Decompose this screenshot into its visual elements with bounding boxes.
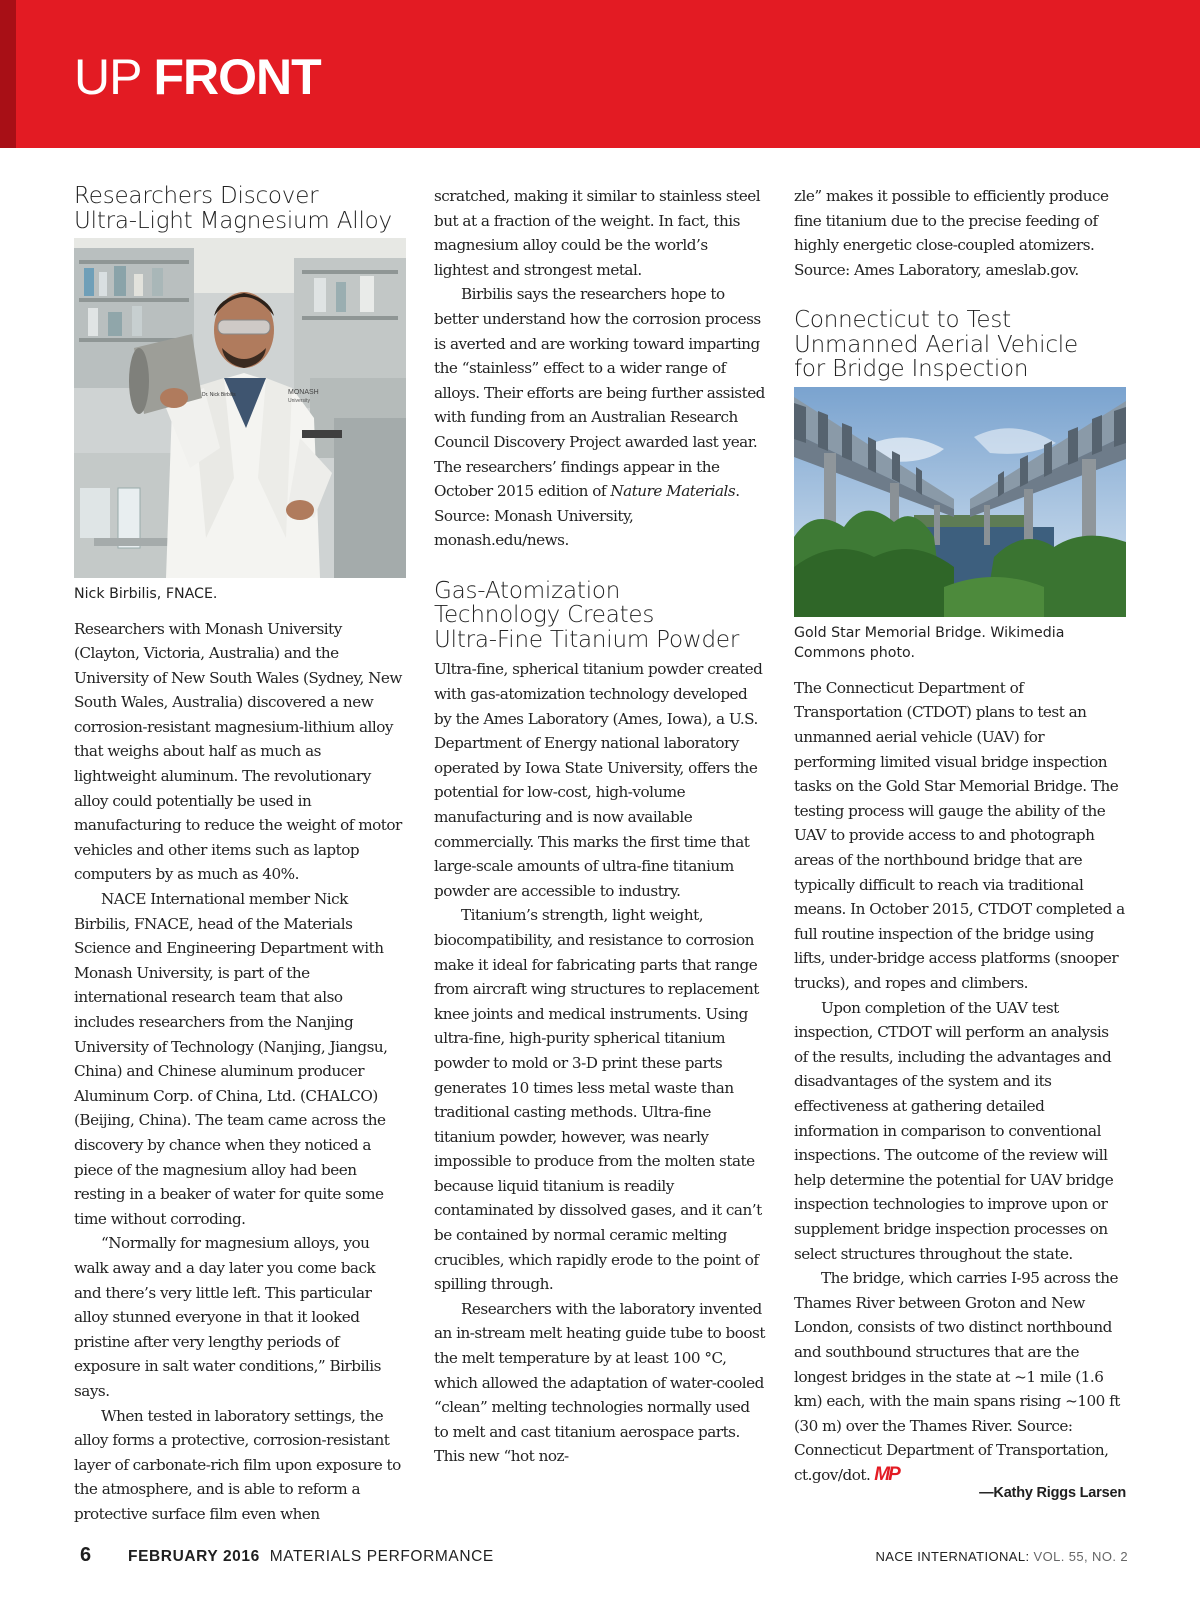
article-1-continued xyxy=(434,184,766,553)
article-paragraph: NACE International member Nick Birbilis, FNACE, head of the Materials Science and Engineering Department with Monash University, is part of the international research team that also includes researchers from the Nanjing University of Technology (Nanjing, Jiangsu, China) and Chinese aluminum producer Aluminum Corp. of China, Ltd. (CHALCO) (Beijing, China). The team came across the discovery by chance when they noticed a piece of the magnesium alloy had been resting in a beaker of water for quite some time without corroding. xyxy=(74,890,388,1228)
headline-line: Connecticut to Test xyxy=(794,307,1011,334)
issue-date: FEBRUARY 2016 xyxy=(128,1548,260,1565)
article-paragraph: “Normally for magnesium alloys, you walk away and a day later you come back and there’s very little left. This particular alloy stunned everyone in that it looked pristine after very lengthy periods of exposure in salt water conditions,” Birbilis says. xyxy=(74,1234,381,1400)
article-paragraph xyxy=(794,1266,1126,1487)
bridge-photo-caption: Gold Star Memorial Bridge. Wikimedia Commons photo. xyxy=(794,624,1065,662)
bridge-photo-illustration xyxy=(794,387,1126,617)
headline-line: Gas-Atomization xyxy=(434,577,621,604)
column-1 xyxy=(74,184,404,1526)
paragraph-text: Birbilis says the researchers hope to better understand how the corrosion process is averted and are working toward imparting the “stainless” effect to a wider range of alloys. Their efforts are being further assisted with funding from an Australian Research Council Discovery Project awarded last year. The researchers’ findings appear in the October 2015 edition of xyxy=(434,285,765,501)
article-paragraph: The Connecticut Department of Transportation (CTDOT) plans to test an unmanned aerial vehicle (UAV) for performing limited visual bridge inspection tasks on the Gold Star Memorial Bridge. The testing process will gauge the ability of the UAV to provide access to and photograph areas of the northbound bridge that are typically difficult to reach via traditional means. In October 2015, CTDOT completed a full routine inspection of the bridge using lifts, under-bridge access platforms (snooper trucks), and ropes and climbers. xyxy=(794,678,1125,992)
article-paragraph: When tested in laboratory settings, the alloy forms a protective, corrosion-resistant layer of carbonate-rich film upon exposure to the atmosphere, and is able to reform a protective surface film even when xyxy=(74,1406,401,1523)
article-paragraph: scratched, making it similar to stainless steel but at a fraction of the weight. In fact, this magnesium alloy could be the world’s lightest and strongest metal. xyxy=(434,187,761,279)
article-paragraph: zle” makes it possible to efficiently produce fine titanium due to the precise feeding of highly energetic close-coupled atomizers. Source: Ames Laboratory, ameslab.gov. xyxy=(794,187,1109,279)
article-1-body xyxy=(74,617,404,1527)
article-paragraph xyxy=(434,282,766,553)
headline-line: Unmanned Aerial Vehicle xyxy=(794,331,1078,358)
article-2-continued xyxy=(794,184,1126,282)
article-paragraph: Upon completion of the UAV test inspection, CTDOT will perform an analysis of the results, including the advantages and disadvantages of the system and its effectiveness at gathering detailed information in comparison to conventional inspections. The outcome of the review will help determine the potential for UAV bridge inspection technologies to improve upon or supplement bridge inspection processes on select structures throughout the state. xyxy=(794,998,1114,1263)
journal-title: Nature Materials xyxy=(610,482,736,501)
article-1-headline xyxy=(74,184,404,233)
paragraph-text: The bridge, which carries I-95 across the Thames River between Groton and New London, consists of two distinct northbound and southbound structures that are the longest bridges in the state at ~1 mile (1.6 km) each, with the main spans rising ~100 ft (30 m) over the Thames River. Source: Connecticut Department of Transportation, ct.gov/dot. xyxy=(794,1269,1120,1484)
lab-coat-name: Dr. Nick Birbilis xyxy=(202,392,236,398)
bridge-photo xyxy=(794,387,1126,617)
headline-line: Researchers Discover xyxy=(74,183,319,209)
banner-edge-stripe xyxy=(0,0,16,148)
researcher-photo xyxy=(74,238,406,578)
headline-line: Ultra-Fine Titanium Powder xyxy=(434,626,740,653)
author-byline: —Kathy Riggs Larsen xyxy=(979,1485,1126,1502)
section-banner xyxy=(0,0,1200,148)
article-paragraph: Researchers with the laboratory invented an in-stream melt heating guide tube to boost the melt temperature by at least 100 °C, which allowed the adaptation of water-cooled “clean” melting technologies normally used to melt and cast titanium aerospace parts. This new “hot noz- xyxy=(434,1299,765,1466)
lab-coat-logo: MONASH xyxy=(288,389,319,396)
article-paragraph: Titanium’s strength, light weight, biocompatibility, and resistance to corrosion make it ideal for fabricating parts that range from aircraft wing structures to replacement knee joints and medical instruments. Using ultra-fine, high-purity spherical titanium powder to mold or 3-D print these parts generates 10 times less metal waste than traditional casting methods. Ultra-fine titanium powder, however, was nearly impossible to produce from the molten state because liquid titanium is readily contaminated by dissolved gases, and it can’t be contained by normal ceramic melting crucibles, which rapidly erode to the point of spilling through. xyxy=(434,906,762,1294)
mp-logo: MP xyxy=(874,1463,899,1485)
paragraph-text: . Source: Monash University, monash.edu/news. xyxy=(434,482,740,550)
researcher-photo-caption: Nick Birbilis, FNACE. xyxy=(74,586,218,602)
issue-info xyxy=(128,1548,494,1566)
headline-line: for Bridge Inspection xyxy=(794,356,1029,383)
column-2 xyxy=(434,184,766,1469)
page-footer xyxy=(0,1544,1200,1568)
headline-line: Technology Creates xyxy=(434,602,655,629)
article-paragraph: Researchers with Monash University (Clayton, Victoria, Australia) and the University of New South Wales (Sydney, New South Wales, Australia) discovered a new corrosion-resistant magnesium-lithium alloy that weighs about half as much as lightweight aluminum. The revolutionary alloy could potentially be used in manufacturing to reduce the weight of motor vehicles and other items such as laptop computers by as much as 40%. xyxy=(74,619,402,884)
column-3 xyxy=(794,184,1126,1501)
article-3-headline xyxy=(794,308,1126,382)
researcher-photo-illustration xyxy=(74,238,406,578)
org-name: NACE INTERNATIONAL: xyxy=(875,1549,1030,1564)
section-title-bold: FRONT xyxy=(153,49,321,105)
article-3-body xyxy=(794,676,1126,1488)
volume-number: VOL. 55, NO. 2 xyxy=(1033,1549,1128,1564)
headline-line: Ultra-Light Magnesium Alloy xyxy=(74,207,392,234)
article-paragraph: Ultra-fine, spherical titanium powder created with gas-atomization technology developed by the Ames Laboratory (Ames, Iowa), a U.S. Department of Energy national laboratory operated by Iowa State University, offers the potential for low-cost, high-volume manufacturing and is now available commercially. This marks the first time that large-scale amounts of ultra-fine titanium powder are accessible to industry. xyxy=(434,660,763,900)
page-number: 6 xyxy=(80,1544,92,1566)
lab-coat-logo-sub: University xyxy=(288,398,310,404)
magazine-name: MATERIALS PERFORMANCE xyxy=(269,1548,494,1565)
section-title-light: UP xyxy=(74,49,154,105)
article-2-body xyxy=(434,657,766,1469)
volume-info xyxy=(876,1549,1129,1564)
article-2-headline xyxy=(434,579,766,653)
section-title xyxy=(74,49,321,105)
